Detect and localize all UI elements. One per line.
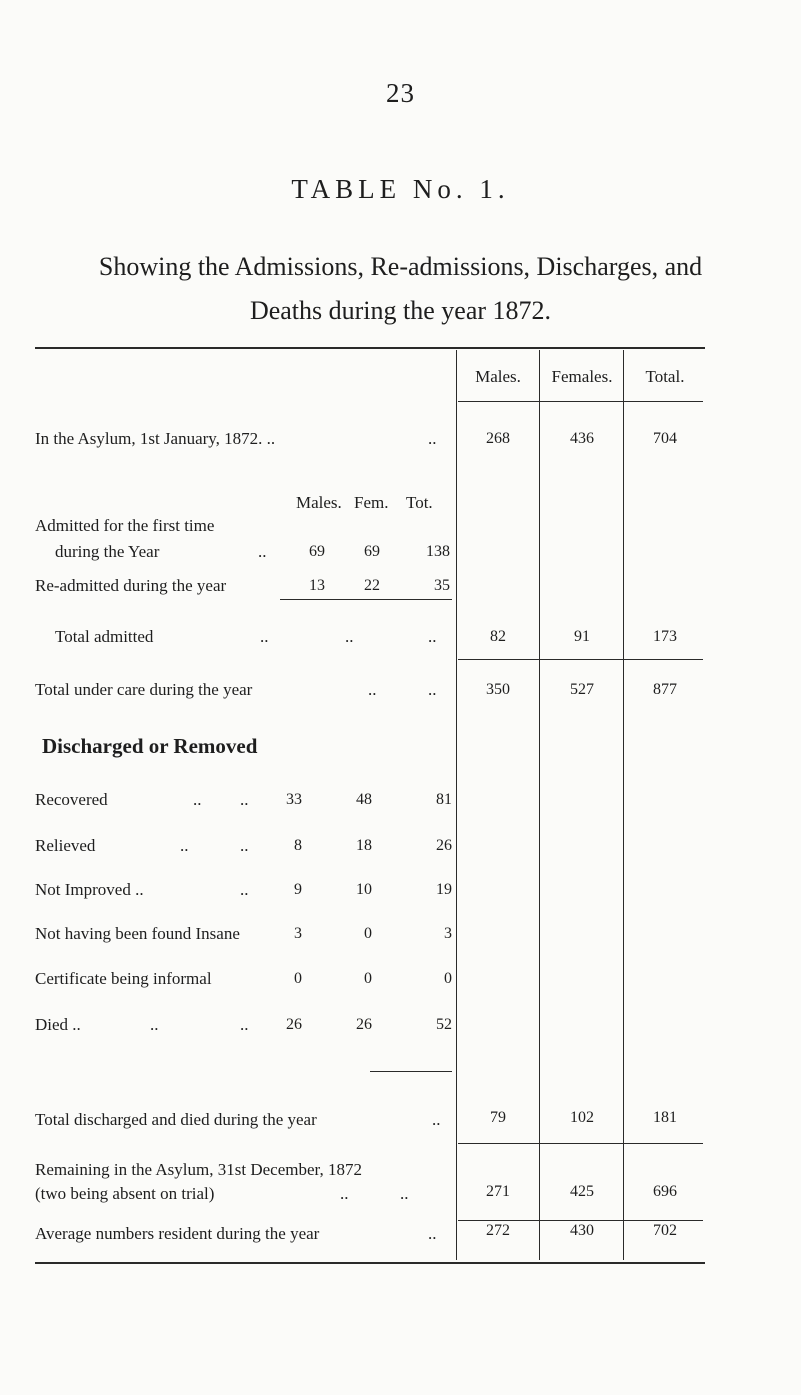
recovered-fem: 48 xyxy=(356,791,372,808)
row-label-not-improved: Not Improved .. xyxy=(35,880,144,899)
row-label-recovered: Recovered xyxy=(35,790,108,809)
first-time-males: 69 xyxy=(309,543,325,560)
not-improved-fem: 10 xyxy=(356,881,372,898)
dots: .. xyxy=(258,542,267,561)
row-label-readmitted: Re-admitted during the year xyxy=(35,576,227,595)
recovered-tot: 81 xyxy=(436,791,452,808)
total-admitted-total: 173 xyxy=(653,628,677,645)
in-asylum-females: 436 xyxy=(570,430,594,447)
table-subtitle-line2: Deaths during the year 1872. xyxy=(249,296,552,325)
certificate-informal-fem: 0 xyxy=(364,970,372,987)
subheader-males: Males. xyxy=(296,493,342,512)
in-asylum-total: 704 xyxy=(653,430,677,447)
died-tot: 52 xyxy=(436,1016,452,1033)
dots: .. xyxy=(150,1015,159,1034)
row-label-first-time: Admitted for the first time xyxy=(35,516,215,535)
relieved-males: 8 xyxy=(294,837,302,854)
row-label-certificate-informal: Certificate being informal xyxy=(35,969,212,988)
subheader-fem: Fem. xyxy=(354,493,389,512)
top-rule xyxy=(35,347,705,349)
dots: .. xyxy=(180,836,189,855)
first-time-tot: 138 xyxy=(426,543,450,560)
died-fem: 26 xyxy=(356,1016,372,1033)
header-males: Males. xyxy=(475,367,521,386)
row-label-first-time-cont: during the Year xyxy=(55,542,160,561)
recovered-males: 33 xyxy=(286,791,302,808)
total-discharged-total: 181 xyxy=(653,1109,677,1126)
row-label-total-admitted: Total admitted xyxy=(55,627,154,646)
header-total: Total. xyxy=(645,367,685,386)
column-divider-males-females xyxy=(539,350,540,1260)
under-care-males: 350 xyxy=(486,681,510,698)
dots: .. xyxy=(345,627,354,646)
readmitted-males: 13 xyxy=(309,577,325,594)
row-label-relieved: Relieved xyxy=(35,836,96,855)
page-number: 23 xyxy=(386,78,415,108)
total-discharged-males: 79 xyxy=(490,1109,506,1126)
row-label-remaining: Remaining in the Asylum, 31st December, 1872 xyxy=(35,1160,362,1179)
row-label-not-insane: Not having been found Insane xyxy=(35,924,240,943)
not-improved-males: 9 xyxy=(294,881,302,898)
not-insane-tot: 3 xyxy=(444,925,452,942)
dots: .. xyxy=(400,1184,409,1203)
average-males: 272 xyxy=(486,1222,510,1239)
dots: .. xyxy=(428,1224,437,1243)
rule-remaining xyxy=(458,1220,703,1221)
table-subtitle-line1: Showing the Admissions, Re-admissions, Discharges, and xyxy=(98,252,703,281)
row-label-died: Died .. xyxy=(35,1015,81,1034)
dots: .. xyxy=(428,680,437,699)
total-admitted-males: 82 xyxy=(490,628,506,645)
rule-total-admitted xyxy=(458,659,703,660)
dots: .. xyxy=(428,429,437,448)
row-label-total-discharged: Total discharged and died during the year xyxy=(35,1110,317,1129)
subtotal-rule-admissions xyxy=(280,599,452,600)
dots: .. xyxy=(340,1184,349,1203)
column-divider-left xyxy=(456,350,457,1260)
died-males: 26 xyxy=(286,1016,302,1033)
total-discharged-females: 102 xyxy=(570,1109,594,1126)
dots: .. xyxy=(260,627,269,646)
in-asylum-males: 268 xyxy=(486,430,510,447)
remaining-females: 425 xyxy=(570,1183,594,1200)
relieved-tot: 26 xyxy=(436,837,452,854)
section-heading-discharged: Discharged or Removed xyxy=(42,734,258,758)
under-care-females: 527 xyxy=(570,681,594,698)
dots: .. xyxy=(432,1110,441,1129)
not-improved-tot: 19 xyxy=(436,881,452,898)
dots: .. xyxy=(240,836,249,855)
first-time-fem: 69 xyxy=(364,543,380,560)
dots: .. xyxy=(428,627,437,646)
remaining-males: 271 xyxy=(486,1183,510,1200)
row-label-remaining-cont: (two being absent on trial) xyxy=(35,1184,215,1203)
column-divider-females-total xyxy=(623,350,624,1260)
not-insane-fem: 0 xyxy=(364,925,372,942)
subheader-tot: Tot. xyxy=(406,493,433,512)
header-rule xyxy=(458,401,703,402)
readmitted-tot: 35 xyxy=(434,577,450,594)
not-insane-males: 3 xyxy=(294,925,302,942)
under-care-total: 877 xyxy=(653,681,677,698)
total-admitted-females: 91 xyxy=(574,628,590,645)
rule-total-discharged xyxy=(458,1143,703,1144)
average-total: 702 xyxy=(653,1222,677,1239)
bottom-rule xyxy=(35,1262,705,1264)
row-label-under-care: Total under care during the year xyxy=(35,680,253,699)
dots: .. xyxy=(240,790,249,809)
remaining-total: 696 xyxy=(653,1183,677,1200)
certificate-informal-tot: 0 xyxy=(444,970,452,987)
row-label-average: Average numbers resident during the year xyxy=(35,1224,320,1243)
dots: .. xyxy=(193,790,202,809)
table-title: TABLE No. 1. xyxy=(291,174,510,204)
dots: .. xyxy=(368,680,377,699)
relieved-fem: 18 xyxy=(356,837,372,854)
row-label-in-asylum: In the Asylum, 1st January, 1872. .. xyxy=(35,429,276,448)
dots: .. xyxy=(240,1015,249,1034)
subtotal-rule-discharges xyxy=(370,1071,452,1072)
readmitted-fem: 22 xyxy=(364,577,380,594)
certificate-informal-males: 0 xyxy=(294,970,302,987)
header-females: Females. xyxy=(551,367,613,386)
dots: .. xyxy=(240,880,249,899)
average-females: 430 xyxy=(570,1222,594,1239)
